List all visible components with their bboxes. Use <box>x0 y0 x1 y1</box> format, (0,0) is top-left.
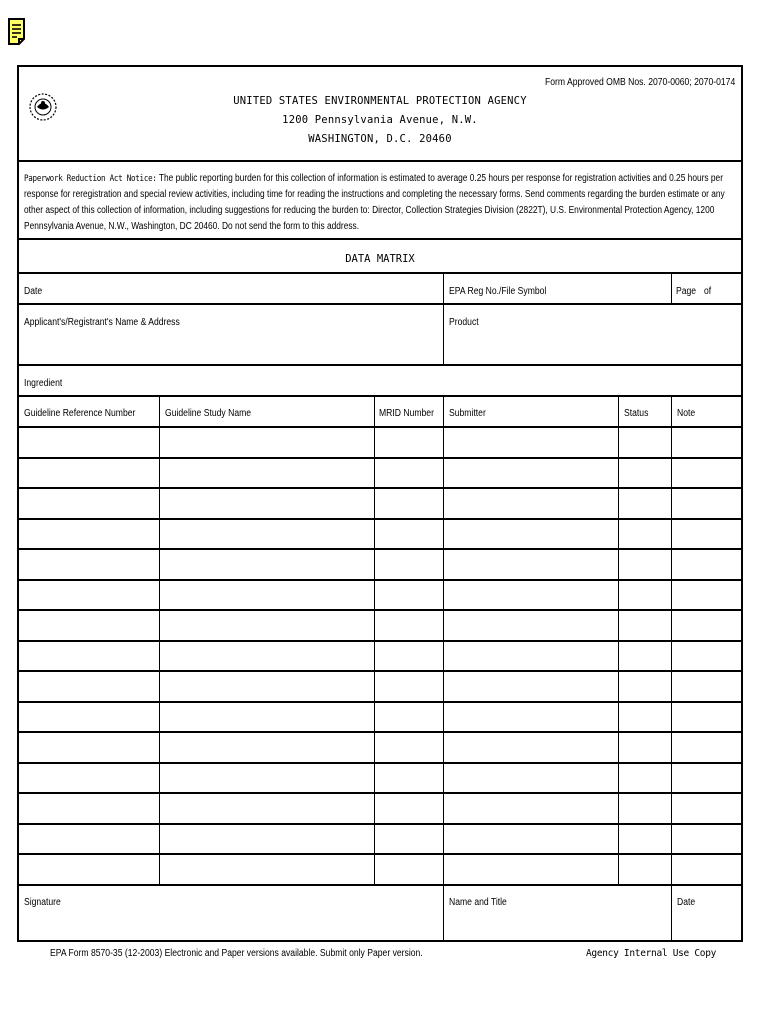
table-row[interactable] <box>19 853 741 884</box>
omb-approval: Form Approved OMB Nos. 2070-0060; 2070-0174 <box>544 77 735 88</box>
agency-name: UNITED STATES ENVIRONMENTAL PROTECTION AGENCY <box>233 95 527 107</box>
signature-label: Signature <box>24 897 61 908</box>
table-row[interactable] <box>19 792 741 823</box>
table-row[interactable] <box>19 548 741 579</box>
signature-date-label: Date <box>677 897 696 908</box>
paperwork-notice-title: Paperwork Reduction Act Notice: <box>24 174 157 184</box>
col-guideline-study: Guideline Study Name <box>165 408 252 419</box>
ingredient-label: Ingredient <box>24 378 63 389</box>
col-status: Status <box>624 408 649 419</box>
copy-designation: Agency Internal Use Copy <box>586 948 717 959</box>
col-guideline-ref: Guideline Reference Number <box>24 408 136 419</box>
table-row[interactable] <box>19 609 741 640</box>
table-row[interactable] <box>19 670 741 701</box>
agency-city: WASHINGTON, D.C. 20460 <box>308 133 452 145</box>
col-submitter: Submitter <box>449 408 486 419</box>
paperwork-notice <box>24 171 726 235</box>
paperwork-notice-text: The public reporting burden for this collection of information is estimated to average 0.25 hours per response for registration activities and 0.25 hours per response for reregistration and special review activities, including time for reading the instructions and completing the necessary forms. Send comments regarding the burden estimate or any other aspect of this collection of information, including suggestions for reducing the burden to: Director, Collection Strategies Division (2822T), U.S. Environmental Protection Agency, 1200 Pennsylvania Avenue, N.W., Washington, DC 20460. Do not send the form to this address. <box>24 173 725 232</box>
table-row[interactable] <box>19 701 741 732</box>
table-row[interactable] <box>19 762 741 793</box>
table-row[interactable] <box>19 457 741 488</box>
name-title-label: Name and Title <box>449 897 507 908</box>
date-label: Date <box>24 286 43 297</box>
agency-address: 1200 Pennsylvania Avenue, N.W. <box>282 114 478 126</box>
product-label: Product <box>449 317 479 328</box>
table-row[interactable] <box>19 823 741 854</box>
table-row[interactable] <box>19 579 741 610</box>
document-note-icon[interactable] <box>7 17 27 47</box>
page-of-label: of <box>704 286 712 297</box>
col-note: Note <box>677 408 696 419</box>
section-title: DATA MATRIX <box>345 253 415 265</box>
applicant-label: Applicant's/Registrant's Name & Address <box>24 317 180 328</box>
data-matrix-form <box>17 65 743 942</box>
table-row[interactable] <box>19 487 741 518</box>
table-row[interactable] <box>19 640 741 671</box>
table-row[interactable] <box>19 518 741 549</box>
col-mrid: MRID Number <box>379 408 434 419</box>
form-number: EPA Form 8570-35 (12-2003) Electronic and Paper versions available. Submit only Paper version. <box>50 948 423 959</box>
reg-no-label: EPA Reg No./File Symbol <box>449 286 547 297</box>
page-label: Page <box>676 286 697 297</box>
table-row[interactable] <box>19 731 741 762</box>
table-row[interactable] <box>19 426 741 457</box>
